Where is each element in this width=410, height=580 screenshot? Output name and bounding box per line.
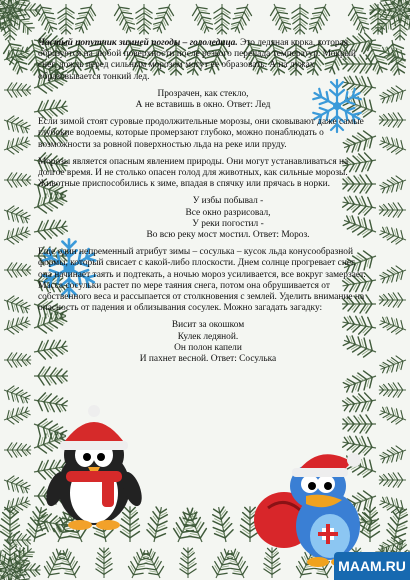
maam-watermark: MAAM.RU	[334, 552, 410, 580]
riddle-line: У избы побывал -	[192, 196, 264, 207]
paragraph-icicle: Еще один непременный атрибут зимы – сосулька – кусок льда конусообразной формы, который свисает с какой-либо плоскости. Днем солнце прогревает снег, она начинает таять и подтекать, а ночью мороз усиливается, все вокруг замерзает. Масса сосульки растет по мере таяния снега, потом она обрушивается от собственного веса и рассыпается от столкновения с землей. Уделить внимание на опасность от падения и облизывания сосулек. Можно загадать загадку:	[38, 247, 366, 314]
paragraph-frost-danger: Морозы является опасным явлением природы. Они могут устанавливаться на долгое время. И не столько опасен голод для животных, как сильные морозы. Животные приспособились к зиме, впадая в спячку или прячась в норки.	[38, 156, 349, 190]
riddle-ice	[38, 89, 368, 111]
paragraph-text: Это ледяная корка, которая образуется на любой поверхности после резкого перепада температур. Мокрый снег, дождь перед сильным морозом могут ее образовать. А на лужах образовывается тонкий лед.	[38, 38, 356, 82]
riddle-frost	[38, 196, 368, 241]
riddle-line: Прозрачен, как стекло,	[157, 88, 249, 99]
bird-in-santa-hat-illustration	[248, 438, 370, 568]
penguin-illustration	[40, 405, 148, 530]
riddle-line: У реки погостил -	[192, 218, 264, 229]
riddle-line: Висит за окошком	[171, 320, 245, 331]
riddle-line: Кулек ледяной.	[177, 331, 239, 342]
article-text	[38, 38, 368, 371]
riddle-line: А не вставишь в окно. Ответ: Лед	[135, 100, 271, 111]
riddle-line: И пахнет весной. Ответ: Сосулька	[139, 354, 277, 365]
lead-sentence: Частый попутчик зимней погоды – гололедица.	[38, 38, 238, 48]
paragraph-frozen-ponds: Если зимой стоят суровые продолжительные морозы, они сковывают даже самые глубокие водоемы, которые промерзают глубоко, можно понаблюдать о возможности за ровной поверхностью льда на реке или пруду.	[38, 117, 364, 150]
riddle-line: Все окно разрисовал,	[185, 207, 271, 218]
riddle-icicle	[38, 320, 368, 365]
riddle-line: Во всю реку мост мостил. Ответ: Мороз.	[146, 230, 310, 241]
paragraph-glaze-ice	[38, 38, 368, 83]
riddle-line: Он полон капели	[174, 342, 242, 353]
